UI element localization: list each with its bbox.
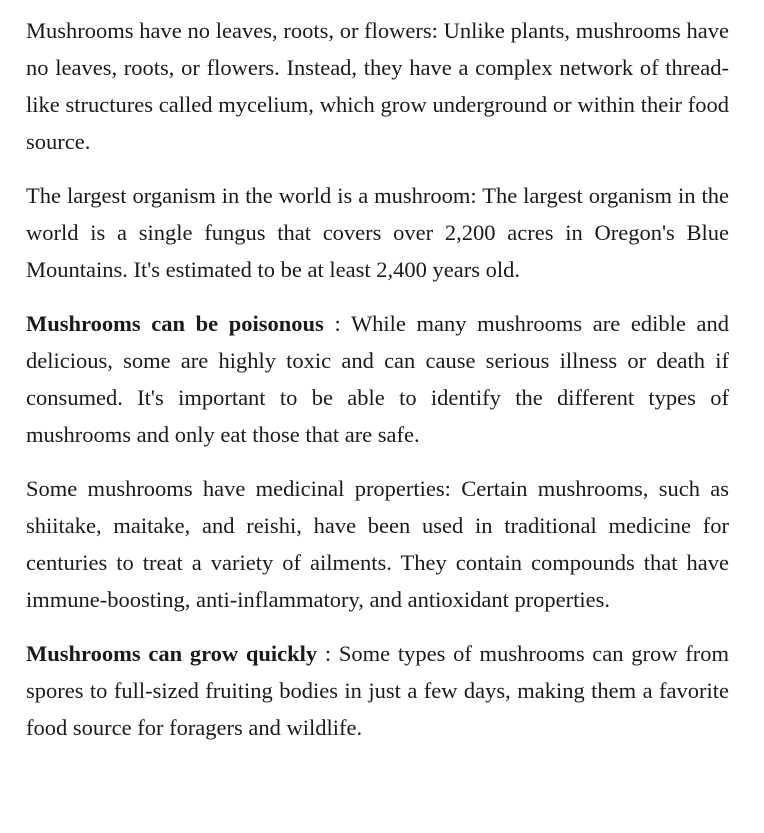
paragraph-text: The largest organism in the world is a mushroom: The largest organism in the world is a single fungus that covers over 2,200 acres in Oregon's Blue Mountains. It's estimated to be at least 2,400 years old. <box>26 183 729 282</box>
paragraph-text: While many mushrooms are edible and delicious, some are highly toxic and can cause serious illness or death if consumed. It's important to be able to identify the different types of mushrooms and only eat those that are safe. <box>26 311 730 447</box>
paragraph-text: Some mushrooms have medicinal properties: Certain mushrooms, such as shiitake, maitake, and reishi, have been used in traditional medicine for centuries to treat a variety of ailments. They contain compounds that have immune-boosting, anti-inflammatory, and antioxidant properties. <box>26 476 729 612</box>
paragraph-text: Some types of mushrooms can grow from spores to full-sized fruiting bodies in just a few days, making them a favorite food source for foragers and wildlife. <box>26 641 729 740</box>
paragraph-medicinal <box>26 470 729 618</box>
paragraph-poisonous <box>26 305 729 453</box>
paragraph-text: Mushrooms have no leaves, roots, or flowers: Unlike plants, mushrooms have no leaves, roots, or flowers. Instead, they have a complex network of thread-like structures called mycelium, which grow underground or within their food source. <box>26 18 729 154</box>
article-body <box>26 12 729 763</box>
paragraph-largest-organism <box>26 177 729 288</box>
heading-separator: : <box>323 311 351 336</box>
paragraph-grow-quickly <box>26 635 729 746</box>
paragraph-mushroom-structure <box>26 12 729 160</box>
paragraph-heading: Mushrooms can grow quickly <box>26 641 318 666</box>
paragraph-heading: Mushrooms can be poisonous <box>26 311 324 336</box>
heading-separator: : <box>317 641 339 666</box>
